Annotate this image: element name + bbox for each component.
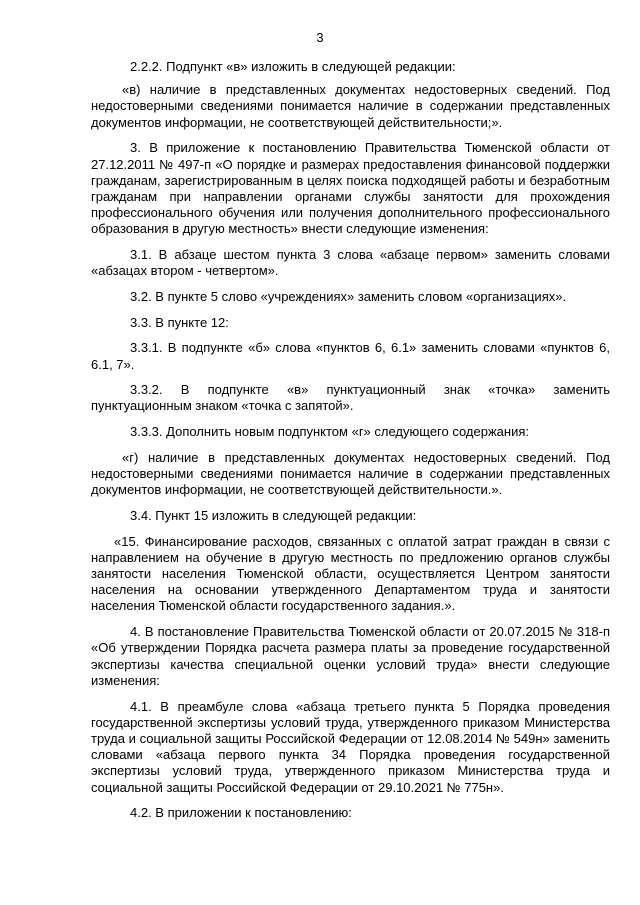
paragraph-3: 3. В приложение к постановлению Правительства Тюменской области от 27.12.2011 № 497-п «О порядке и размерах предоставления финансовой поддержки гражданам, зарегистрированным в целях поиска подходящей работы и безработным гражданам при направлении органами службы занятости для прохождения профессионального обучения или получения дополнительного профессионального образования в другую местность» внести следующие изменения: [91, 140, 610, 237]
document-body [91, 59, 610, 821]
paragraph-2-2-2: 2.2.2. Подпункт «в» изложить в следующей редакции: [130, 59, 456, 74]
paragraph-4-1: 4.1. В преамбуле слова «абзаца третьего пункта 5 Порядка проведения государственной экспертизы условий труда, утвержденного приказом Министерства труда и социальной защиты Российской Федерации от 12.08.2014 № 549н» заменить словами «абзаца первого пункта 34 Порядка проведения государственной экспертизы условий труда, утвержденного приказом Министерства труда и социальной защиты Российской Федерации от 29.10.2021 № 775н». [91, 698, 610, 795]
paragraph-3-3-1: 3.3.1. В подпункте «б» слова «пунктов 6, 6.1» заменить словами «пунктов 6, 6.1, 7». [91, 340, 610, 372]
paragraph-3-3: 3.3. В пункте 12: [130, 314, 229, 330]
paragraph-quote-15: «15. Финансирование расходов, связанных с оплатой затрат граждан в связи с направлением на обучение в другую местность по предложению органов службы занятости населения Тюменской области, осуществляется Центром занятости населения на основании утвержденного Департаментом труда и занятости населения Тюменской области государственного задания.». [91, 533, 610, 614]
paragraph-quote-v: «в) наличие в представленных документах недостоверных сведений. Под недостоверными сведениями понимается наличие в содержании представленных документов информации, не соответствующей действительности;». [91, 82, 610, 130]
paragraph-3-4: 3.4. Пункт 15 изложить в следующей редакции: [130, 507, 417, 523]
paragraph-3-2: 3.2. В пункте 5 слово «учреждениях» заменить словом «организациях». [130, 288, 567, 304]
paragraph-4-2: 4.2. В приложении к постановлению: [130, 805, 352, 821]
paragraph-3-1: 3.1. В абзаце шестом пункта 3 слова «абзаце первом» заменить словами «абзацах втором - четвертом». [91, 247, 610, 279]
paragraph-quote-g: «г) наличие в представленных документах недостоверных сведений. Под недостоверными сведениями понимается наличие в содержании представленных документов информации, не соответствующей действительности.». [91, 449, 610, 498]
paragraph-3-3-2: 3.3.2. В подпункте «в» пунктуационный знак «точка» заменить пунктуационным знаком «точка с запятой». [91, 382, 610, 414]
paragraph-4: 4. В постановление Правительства Тюменской области от 20.07.2015 № 318-п «Об утверждении Порядка расчета размера платы за проведение государственной экспертизы качества специальной оценки условий труда» внести следующие изменения: [91, 624, 610, 688]
paragraph-3-3-3: 3.3.3. Дополнить новым подпунктом «г» следующего содержания: [130, 424, 529, 440]
page-number: 3 [316, 30, 324, 45]
